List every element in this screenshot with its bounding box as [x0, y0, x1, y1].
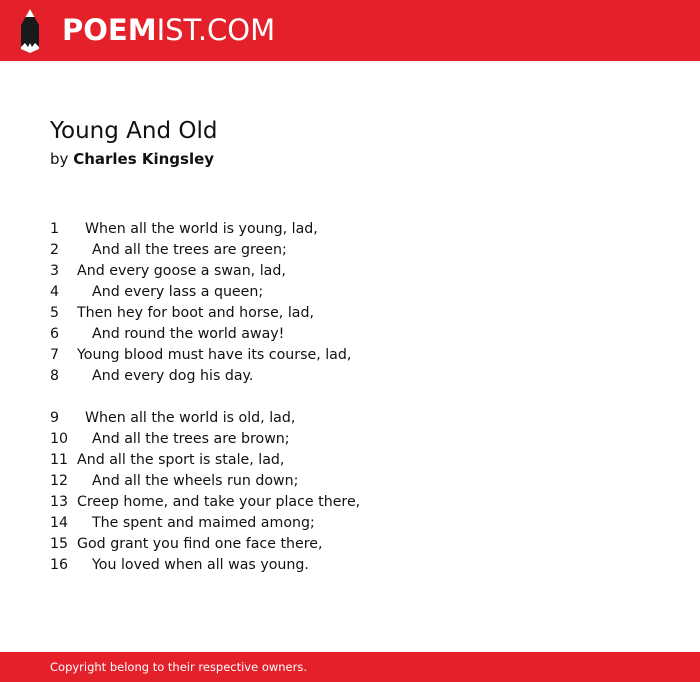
line-text: And all the trees are green; — [92, 242, 287, 258]
line-text: And all the trees are brown; — [92, 431, 290, 447]
stanza-gap — [50, 387, 610, 408]
poem-line — [50, 408, 610, 429]
poem-line — [50, 282, 610, 303]
line-number: 13 — [50, 494, 69, 510]
line-number: 15 — [50, 536, 69, 552]
line-number: 14 — [50, 515, 69, 531]
copyright-text: Copyright belong to their respective owners. — [50, 660, 308, 674]
line-number: 9 — [50, 410, 60, 426]
poem-line — [50, 450, 610, 471]
line-text: When all the world is young, lad, — [85, 221, 318, 237]
line-number: 10 — [50, 431, 69, 447]
line-number: 1 — [50, 221, 60, 237]
line-text: Then hey for boot and horse, lad, — [77, 305, 314, 321]
poem-line — [50, 219, 610, 240]
poem-author[interactable]: Charles Kingsley — [73, 150, 215, 168]
poem-line — [50, 240, 610, 261]
poem-line — [50, 534, 610, 555]
line-number: 2 — [50, 242, 60, 258]
poem-line — [50, 555, 610, 576]
line-number: 3 — [50, 263, 60, 279]
line-text: You loved when all was young. — [92, 557, 309, 573]
line-number: 4 — [50, 284, 60, 300]
by-label: by — [50, 150, 69, 168]
line-number: 8 — [50, 368, 60, 384]
poem-line — [50, 492, 610, 513]
line-number: 11 — [50, 452, 69, 468]
line-number: 16 — [50, 557, 69, 573]
site-header — [0, 0, 700, 61]
poem-line — [50, 513, 610, 534]
poem-line — [50, 429, 610, 450]
site-footer — [0, 652, 700, 682]
line-number: 6 — [50, 326, 60, 342]
poem-title: Young And Old — [50, 118, 218, 144]
line-text: And round the world away! — [92, 326, 285, 342]
brand-light: IST.COM — [156, 13, 276, 47]
pencil-icon[interactable] — [17, 9, 43, 53]
line-text: The spent and maimed among; — [92, 515, 315, 531]
line-text: Creep home, and take your place there, — [77, 494, 361, 510]
poem-line — [50, 366, 610, 387]
line-text: And all the sport is stale, lad, — [77, 452, 285, 468]
brand-bold: POEM — [62, 13, 157, 47]
line-text: Young blood must have its course, lad, — [77, 347, 352, 363]
poem-line — [50, 324, 610, 345]
poem-line — [50, 471, 610, 492]
line-text: And every lass a queen; — [92, 284, 264, 300]
line-text: And every goose a swan, lad, — [77, 263, 286, 279]
line-number: 7 — [50, 347, 60, 363]
line-text: God grant you find one face there, — [77, 536, 323, 552]
poem-byline — [50, 149, 214, 169]
poem-line — [50, 261, 610, 282]
line-number: 12 — [50, 473, 69, 489]
poem-line — [50, 345, 610, 366]
line-text: When all the world is old, lad, — [85, 410, 296, 426]
poem-line — [50, 303, 610, 324]
line-text: And every dog his day. — [92, 368, 254, 384]
line-text: And all the wheels run down; — [92, 473, 299, 489]
line-number: 5 — [50, 305, 60, 321]
poem-body — [50, 219, 610, 576]
site-logo-text[interactable] — [62, 12, 275, 48]
